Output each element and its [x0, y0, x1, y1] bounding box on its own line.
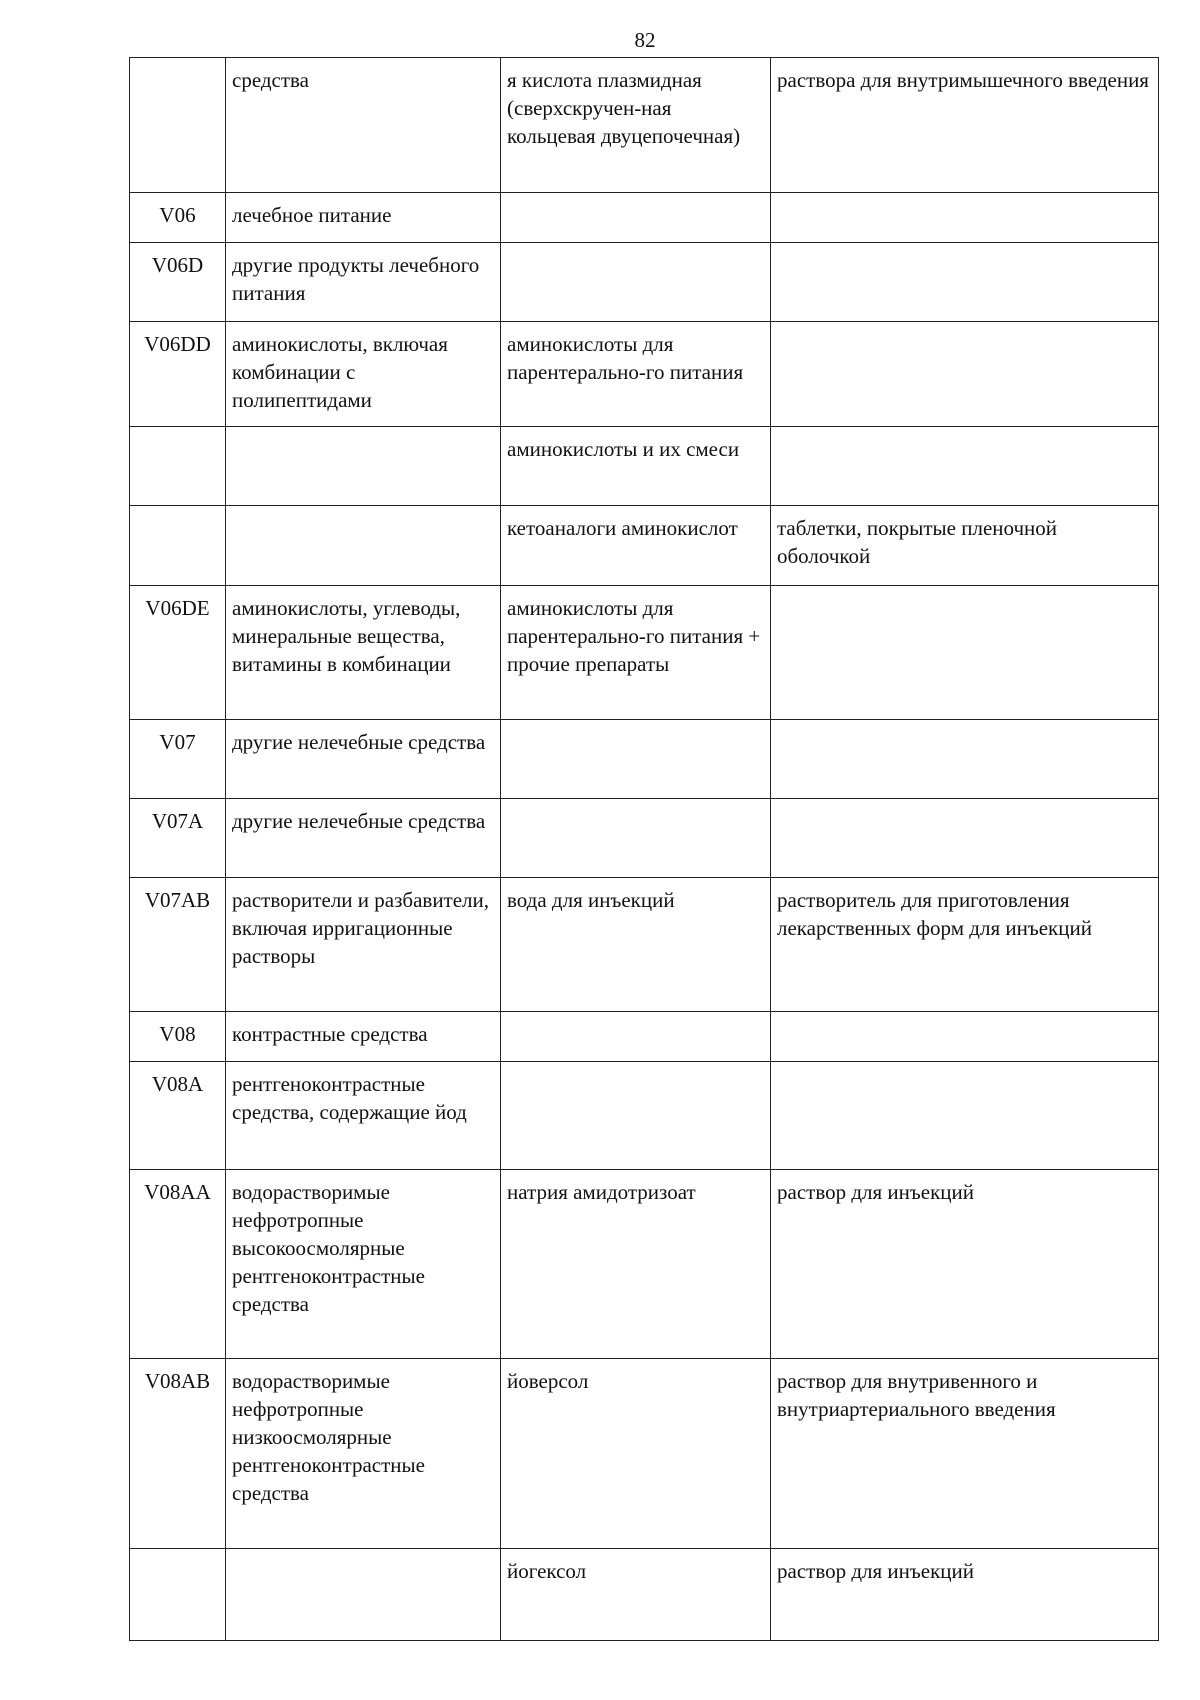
table-row: [130, 58, 1159, 193]
form-cell: раствор для внутривенного и внутриартериального введения: [771, 1359, 1159, 1549]
page-number: 82: [634, 28, 656, 52]
drug-cell: [501, 720, 771, 799]
drug-cell: [501, 243, 771, 322]
drug-cell: [501, 1062, 771, 1170]
atc-code-cell: V06: [130, 193, 226, 243]
table-row: [130, 1359, 1159, 1549]
atc-code-cell: [130, 427, 226, 506]
group-cell: [226, 427, 501, 506]
group-cell: другие продукты лечебного питания: [226, 243, 501, 322]
atc-code-cell: V07: [130, 720, 226, 799]
group-cell: водорастворимые нефротропные низкоосмолярные рентгеноконтрастные средства: [226, 1359, 501, 1549]
form-cell: [771, 586, 1159, 720]
form-cell: [771, 1012, 1159, 1062]
group-cell: другие нелечебные средства: [226, 720, 501, 799]
table-row: [130, 878, 1159, 1012]
atc-code-cell: V06DD: [130, 322, 226, 427]
form-cell: [771, 193, 1159, 243]
form-cell: раствор для инъекций: [771, 1549, 1159, 1641]
drug-cell: йоверсол: [501, 1359, 771, 1549]
table-row: [130, 720, 1159, 799]
form-cell: [771, 322, 1159, 427]
drug-cell: [501, 799, 771, 878]
form-cell: растворитель для приготовления лекарственных форм для инъекций: [771, 878, 1159, 1012]
drug-cell: вода для инъекций: [501, 878, 771, 1012]
group-cell: растворители и разбавители, включая ирригационные растворы: [226, 878, 501, 1012]
form-cell: таблетки, покрытые пленочной оболочкой: [771, 506, 1159, 586]
group-cell: лечебное питание: [226, 193, 501, 243]
table-row: [130, 1012, 1159, 1062]
atc-code-cell: V06DE: [130, 586, 226, 720]
atc-code-cell: V07AB: [130, 878, 226, 1012]
group-cell: аминокислоты, включая комбинации с полипептидами: [226, 322, 501, 427]
table-row: [130, 193, 1159, 243]
atc-code-cell: [130, 506, 226, 586]
atc-code-cell: [130, 1549, 226, 1641]
drug-cell: аминокислоты для парентерально-го питания + прочие препараты: [501, 586, 771, 720]
table-row: [130, 506, 1159, 586]
drug-table: [129, 57, 1159, 1641]
table-row: [130, 427, 1159, 506]
atc-code-cell: V07A: [130, 799, 226, 878]
group-cell: аминокислоты, углеводы, минеральные вещества, витамины в комбинации: [226, 586, 501, 720]
group-cell: рентгеноконтрастные средства, содержащие йод: [226, 1062, 501, 1170]
drug-cell: натрия амидотризоат: [501, 1170, 771, 1359]
drug-cell: аминокислоты и их смеси: [501, 427, 771, 506]
table-row: [130, 1170, 1159, 1359]
table-row: [130, 322, 1159, 427]
form-cell: [771, 427, 1159, 506]
form-cell: [771, 1062, 1159, 1170]
atc-code-cell: V08: [130, 1012, 226, 1062]
table-row: [130, 1062, 1159, 1170]
drug-cell: [501, 193, 771, 243]
drug-cell: кетоаналоги аминокислот: [501, 506, 771, 586]
table-row: [130, 586, 1159, 720]
table-row: [130, 799, 1159, 878]
atc-code-cell: V08AA: [130, 1170, 226, 1359]
drug-cell: я кислота плазмидная (сверхскручен-ная кольцевая двуцепочечная): [501, 58, 771, 193]
group-cell: [226, 506, 501, 586]
form-cell: раствор для инъекций: [771, 1170, 1159, 1359]
drug-cell: [501, 1012, 771, 1062]
atc-code-cell: V08A: [130, 1062, 226, 1170]
form-cell: [771, 243, 1159, 322]
group-cell: [226, 1549, 501, 1641]
form-cell: [771, 799, 1159, 878]
atc-code-cell: V06D: [130, 243, 226, 322]
form-cell: [771, 720, 1159, 799]
drug-cell: йогексол: [501, 1549, 771, 1641]
group-cell: средства: [226, 58, 501, 193]
table-row: [130, 1549, 1159, 1641]
group-cell: водорастворимые нефротропные высокоосмолярные рентгеноконтрастные средства: [226, 1170, 501, 1359]
group-cell: другие нелечебные средства: [226, 799, 501, 878]
atc-code-cell: V08AB: [130, 1359, 226, 1549]
form-cell: раствора для внутримышечного введения: [771, 58, 1159, 193]
atc-code-cell: [130, 58, 226, 193]
group-cell: контрастные средства: [226, 1012, 501, 1062]
drug-cell: аминокислоты для парентерально-го питания: [501, 322, 771, 427]
table-row: [130, 243, 1159, 322]
